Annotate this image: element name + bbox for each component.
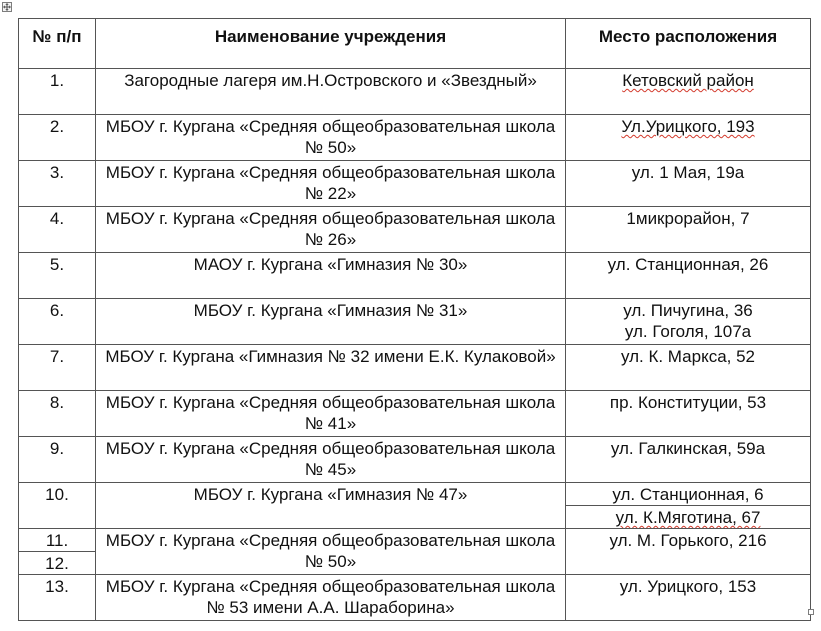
table-row [19, 115, 811, 161]
location-line: ул. Гоголя, 107а [624, 322, 752, 341]
table-row [19, 345, 811, 391]
institution-name: МБОУ г. Кургана «Средняя общеобразовательная школа № 50» [96, 529, 566, 575]
location-line: ул. 1 Мая, 19а [631, 163, 745, 182]
institution-name: МАОУ г. Кургана «Гимназия № 30» [96, 253, 566, 299]
institution-location [566, 69, 811, 115]
location-line: Кетовский район [622, 71, 754, 90]
institution-location [566, 345, 811, 391]
institution-location [566, 437, 811, 483]
row-number: 7. [19, 345, 96, 391]
four-arrows-icon [3, 3, 11, 11]
row-number: 12. [19, 552, 96, 575]
institution-location [566, 506, 811, 529]
institution-name: Загородные лагеря им.Н.Островского и «Звездный» [96, 69, 566, 115]
row-number: 1. [19, 69, 96, 115]
institution-location [566, 529, 811, 575]
institution-name: МБОУ г. Кургана «Средняя общеобразовательная школа № 26» [96, 207, 566, 253]
table-header-row [19, 19, 811, 69]
location-line: ул. Пичугина, 36 [623, 301, 753, 320]
institution-location [566, 483, 811, 506]
table-row [19, 161, 811, 207]
institution-location [566, 115, 811, 161]
row-number: 13. [19, 575, 96, 621]
table-row [19, 69, 811, 115]
row-number: 5. [19, 253, 96, 299]
header-location: Место расположения [566, 19, 811, 69]
institution-name: МБОУ г. Кургана «Средняя общеобразовательная школа № 41» [96, 391, 566, 437]
table-row [19, 575, 811, 621]
row-number: 11. [19, 529, 96, 552]
institution-name: МБОУ г. Кургана «Средняя общеобразовательная школа № 50» [96, 115, 566, 161]
location-line: ул. М. Горького, 216 [609, 531, 767, 550]
table-row [19, 529, 811, 552]
location-line: ул. Галкинская, 59а [610, 439, 766, 458]
table-row [19, 207, 811, 253]
institution-name: МБОУ г. Кургана «Гимназия № 32 имени Е.К. Кулаковой» [96, 345, 566, 391]
row-number: 6. [19, 299, 96, 345]
institution-name: МБОУ г. Кургана «Гимназия № 47» [96, 483, 566, 529]
row-number: 3. [19, 161, 96, 207]
location-line: пр. Конституции, 53 [609, 393, 767, 412]
institution-name: МБОУ г. Кургана «Средняя общеобразовательная школа № 45» [96, 437, 566, 483]
location-line: ул. К. Маркса, 52 [620, 347, 756, 366]
institution-location [566, 299, 811, 345]
table-move-handle-icon[interactable] [2, 2, 12, 12]
table-row [19, 483, 811, 506]
row-number: 2. [19, 115, 96, 161]
institution-location [566, 253, 811, 299]
institution-name: МБОУ г. Кургана «Средняя общеобразовательная школа № 53 имени А.А. Шараборина» [96, 575, 566, 621]
row-number: 8. [19, 391, 96, 437]
institution-location [566, 207, 811, 253]
location-line: 1микрорайон, 7 [626, 209, 750, 228]
location-line: ул. Станционная, 6 [612, 485, 764, 504]
institutions-table [18, 18, 811, 621]
institution-location [566, 391, 811, 437]
table-row [19, 437, 811, 483]
location-line: Ул.Урицкого, 193 [621, 117, 755, 136]
row-number: 4. [19, 207, 96, 253]
header-num: № п/п [19, 19, 96, 69]
header-name: Наименование учреждения [96, 19, 566, 69]
institution-name: МБОУ г. Кургана «Средняя общеобразовательная школа № 22» [96, 161, 566, 207]
row-number: 9. [19, 437, 96, 483]
location-line: ул. К.Мяготина, 67 [615, 508, 761, 527]
location-line: ул. Урицкого, 153 [619, 577, 757, 596]
institution-location [566, 575, 811, 621]
table-row [19, 253, 811, 299]
location-line: ул. Станционная, 26 [607, 255, 769, 274]
institution-location [566, 161, 811, 207]
table-resize-handle[interactable] [808, 609, 814, 615]
institution-name: МБОУ г. Кургана «Гимназия № 31» [96, 299, 566, 345]
table-row [19, 299, 811, 345]
table-row [19, 391, 811, 437]
row-number: 10. [19, 483, 96, 529]
